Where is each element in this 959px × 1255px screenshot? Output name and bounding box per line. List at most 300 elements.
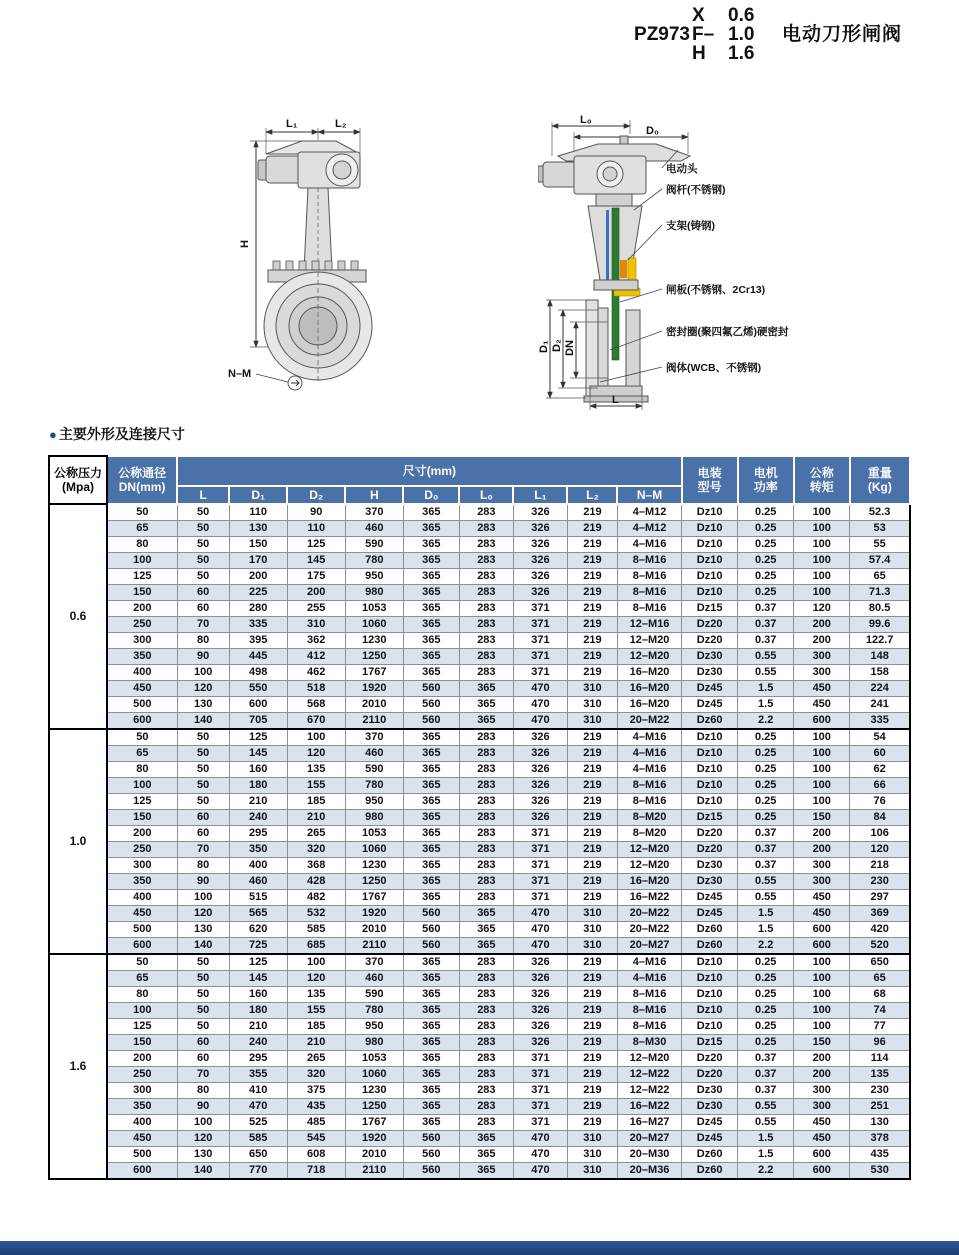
spec-cell: 600 <box>229 697 287 713</box>
spec-cell: 20–M27 <box>617 938 681 955</box>
spec-cell: Dz30 <box>682 665 738 681</box>
spec-cell: 12–M16 <box>617 617 681 633</box>
spec-cell: 600 <box>794 1163 850 1180</box>
spec-cell: 365 <box>403 794 459 810</box>
spec-cell: 0.37 <box>738 633 794 649</box>
spec-cell: 283 <box>459 504 513 521</box>
spec-cell: 100 <box>794 778 850 794</box>
col-header-dn <box>107 456 177 504</box>
spec-cell: 365 <box>403 890 459 906</box>
spec-cell: 780 <box>345 1003 403 1019</box>
dim-dn-label: DN <box>564 340 576 356</box>
spec-cell: 326 <box>513 504 567 521</box>
spec-cell: 8–M20 <box>617 826 681 842</box>
spec-cell: 368 <box>287 858 345 874</box>
spec-cell: 110 <box>229 504 287 521</box>
spec-cell: 125 <box>229 729 287 746</box>
col-header-torque-line2: 转矩 <box>809 480 834 494</box>
spec-cell: 60 <box>177 810 229 826</box>
spec-cell: 560 <box>403 1131 459 1147</box>
col-header-dn-line1: 公称通径 <box>118 466 167 480</box>
spec-cell: 219 <box>567 521 617 537</box>
spec-cell: 435 <box>287 1099 345 1115</box>
spec-cell: 326 <box>513 987 567 1003</box>
spec-cell: 371 <box>513 874 567 890</box>
table-row <box>49 569 910 585</box>
spec-cell: 219 <box>567 1115 617 1131</box>
spec-cell: 365 <box>403 826 459 842</box>
spec-cell: 371 <box>513 617 567 633</box>
spec-cell: 1230 <box>345 1083 403 1099</box>
table-row <box>49 1099 910 1115</box>
spec-cell: 283 <box>459 521 513 537</box>
spec-cell: 326 <box>513 762 567 778</box>
spec-cell: 8–M16 <box>617 601 681 617</box>
table-row <box>49 649 910 665</box>
spec-cell: 175 <box>287 569 345 585</box>
spec-cell: 0.25 <box>738 569 794 585</box>
spec-cell: 410 <box>229 1083 287 1099</box>
spec-cell: 300 <box>794 1099 850 1115</box>
spec-cell: 0.25 <box>738 504 794 521</box>
spec-cell: 585 <box>287 922 345 938</box>
spec-cell: Dz45 <box>682 681 738 697</box>
spec-cell: 365 <box>403 649 459 665</box>
spec-cell: 560 <box>403 1163 459 1180</box>
dim-col-header: L₀ <box>459 486 513 504</box>
spec-cell: 145 <box>229 971 287 987</box>
col-header-torque-line1: 公称 <box>809 466 834 480</box>
spec-cell: 515 <box>229 890 287 906</box>
col-header-motor-power <box>738 456 794 504</box>
spec-cell: 365 <box>403 842 459 858</box>
spec-cell: 460 <box>345 521 403 537</box>
spec-cell: 0.37 <box>738 617 794 633</box>
spec-cell: 470 <box>513 697 567 713</box>
spec-cell: 283 <box>459 569 513 585</box>
spec-cell: 0.25 <box>738 1035 794 1051</box>
dn-cell: 150 <box>107 810 177 826</box>
spec-cell: 0.25 <box>738 1003 794 1019</box>
table-row <box>49 729 910 746</box>
spec-cell: 70 <box>177 1067 229 1083</box>
spec-cell: 16–M20 <box>617 665 681 681</box>
spec-cell: 140 <box>177 938 229 955</box>
spec-cell: 365 <box>403 1115 459 1131</box>
spec-cell: 371 <box>513 1051 567 1067</box>
spec-cell: 1060 <box>345 842 403 858</box>
variant-code: X <box>692 5 705 26</box>
spec-cell: 241 <box>850 697 910 713</box>
spec-cell: 100 <box>794 504 850 521</box>
spec-cell: 1.5 <box>738 922 794 938</box>
spec-cell: 100 <box>794 987 850 1003</box>
dn-cell: 100 <box>107 778 177 794</box>
spec-cell: 219 <box>567 665 617 681</box>
spec-cell: Dz10 <box>682 569 738 585</box>
spec-cell: Dz45 <box>682 697 738 713</box>
spec-cell: 365 <box>403 762 459 778</box>
spec-cell: 0.55 <box>738 1115 794 1131</box>
spec-cell: 450 <box>794 697 850 713</box>
spec-cell: 219 <box>567 874 617 890</box>
spec-cell: 80 <box>177 633 229 649</box>
spec-cell: Dz10 <box>682 778 738 794</box>
spec-cell: 100 <box>794 971 850 987</box>
spec-cell: 780 <box>345 553 403 569</box>
spec-cell: 219 <box>567 971 617 987</box>
dim-col-header: N–M <box>617 486 681 504</box>
table-row <box>49 890 910 906</box>
product-name: 电动刀形闸阀 <box>782 24 903 45</box>
spec-cell: 560 <box>403 697 459 713</box>
spec-cell: 280 <box>229 601 287 617</box>
spec-cell: 62 <box>850 762 910 778</box>
spec-cell: 470 <box>513 681 567 697</box>
dn-cell: 250 <box>107 617 177 633</box>
dim-d2-label: D₂ <box>551 339 563 352</box>
spec-cell: 326 <box>513 569 567 585</box>
spec-cell: 365 <box>403 504 459 521</box>
table-row <box>49 1163 910 1180</box>
spec-cell: 170 <box>229 553 287 569</box>
spec-cell: Dz20 <box>682 617 738 633</box>
spec-cell: 283 <box>459 826 513 842</box>
spec-cell: 219 <box>567 1035 617 1051</box>
spec-cell: 16–M22 <box>617 890 681 906</box>
table-row <box>49 521 910 537</box>
spec-cell: 365 <box>403 1099 459 1115</box>
spec-cell: Dz60 <box>682 713 738 730</box>
col-header-pressure-line1: 公称压力 <box>54 466 103 480</box>
col-header-dimensions: 尺寸(mm) <box>177 456 682 486</box>
spec-cell: 365 <box>403 746 459 762</box>
spec-cell: Dz15 <box>682 810 738 826</box>
variant-pressure: 1.6 <box>728 43 755 64</box>
table-row <box>49 553 910 569</box>
spec-cell: Dz10 <box>682 746 738 762</box>
spec-cell: 219 <box>567 762 617 778</box>
dn-cell: 80 <box>107 537 177 553</box>
spec-cell: 219 <box>567 1067 617 1083</box>
spec-cell: 122.7 <box>850 633 910 649</box>
spec-cell: 365 <box>403 874 459 890</box>
spec-cell: 125 <box>287 537 345 553</box>
spec-cell: 100 <box>287 729 345 746</box>
spec-cell: 685 <box>287 938 345 955</box>
spec-cell: 54 <box>850 729 910 746</box>
spec-cell: 120 <box>287 746 345 762</box>
spec-cell: 1920 <box>345 1131 403 1147</box>
spec-cell: 50 <box>177 1019 229 1035</box>
variant-code: F– <box>692 24 715 45</box>
spec-cell: 545 <box>287 1131 345 1147</box>
spec-cell: 0.25 <box>738 585 794 601</box>
spec-cell: Dz30 <box>682 1083 738 1099</box>
spec-cell: 1767 <box>345 665 403 681</box>
spec-cell: 60 <box>177 826 229 842</box>
spec-cell: 2010 <box>345 697 403 713</box>
spec-cell: 55 <box>850 537 910 553</box>
spec-cell: 365 <box>403 617 459 633</box>
spec-cell: 371 <box>513 649 567 665</box>
spec-cell: 283 <box>459 842 513 858</box>
spec-cell: 100 <box>794 746 850 762</box>
variant-pressure: 1.0 <box>728 24 755 45</box>
spec-cell: 120 <box>177 681 229 697</box>
spec-cell: 12–M20 <box>617 633 681 649</box>
spec-cell: 470 <box>513 1147 567 1163</box>
dn-cell: 500 <box>107 697 177 713</box>
dn-cell: 250 <box>107 1067 177 1083</box>
spec-cell: 50 <box>177 553 229 569</box>
spec-cell: 60 <box>177 585 229 601</box>
spec-cell: 283 <box>459 617 513 633</box>
spec-cell: 219 <box>567 1099 617 1115</box>
table-row <box>49 858 910 874</box>
table-row <box>49 794 910 810</box>
section-heading <box>49 424 185 444</box>
spec-cell: Dz10 <box>682 585 738 601</box>
table-row <box>49 746 910 762</box>
spec-cell: 1767 <box>345 890 403 906</box>
spec-cell: 365 <box>403 569 459 585</box>
spec-cell: 310 <box>567 1131 617 1147</box>
spec-cell: 4–M16 <box>617 537 681 553</box>
col-header-model-line1: 电装 <box>697 466 722 480</box>
spec-cell: 365 <box>403 1035 459 1051</box>
spec-cell: 200 <box>794 617 850 633</box>
spec-cell: 670 <box>287 713 345 730</box>
spec-cell: 365 <box>403 954 459 971</box>
spec-cell: 365 <box>403 633 459 649</box>
table-row <box>49 601 910 617</box>
spec-cell: 20–M30 <box>617 1147 681 1163</box>
spec-cell: 283 <box>459 971 513 987</box>
spec-cell: 265 <box>287 826 345 842</box>
spec-cell: 0.25 <box>738 537 794 553</box>
spec-cell: 2.2 <box>738 1163 794 1180</box>
spec-cell: 8–M16 <box>617 778 681 794</box>
spec-cell: 219 <box>567 504 617 521</box>
table-row <box>49 633 910 649</box>
spec-cell: 525 <box>229 1115 287 1131</box>
spec-cell: 371 <box>513 1115 567 1131</box>
spec-cell: 130 <box>177 1147 229 1163</box>
dim-d0-label: D₀ <box>646 125 659 137</box>
spec-cell: 362 <box>287 633 345 649</box>
col-header-torque <box>794 456 850 504</box>
spec-cell: 50 <box>177 521 229 537</box>
spec-cell: 90 <box>177 1099 229 1115</box>
spec-cell: Dz20 <box>682 1051 738 1067</box>
section-view-drawing <box>538 110 957 417</box>
dn-cell: 200 <box>107 1051 177 1067</box>
variant-pressure: 0.6 <box>728 5 755 26</box>
spec-cell: 470 <box>513 922 567 938</box>
spec-cell: 52.3 <box>850 504 910 521</box>
spec-cell: 460 <box>345 746 403 762</box>
spec-cell: 950 <box>345 569 403 585</box>
spec-cell: 600 <box>794 713 850 730</box>
bullet-icon: ● <box>49 427 57 442</box>
spec-cell: 600 <box>794 938 850 955</box>
spec-cell: 371 <box>513 633 567 649</box>
spec-cell: 320 <box>287 842 345 858</box>
spec-cell: 450 <box>794 1131 850 1147</box>
spec-cell: 0.37 <box>738 1083 794 1099</box>
spec-cell: 470 <box>513 906 567 922</box>
spec-cell: Dz10 <box>682 971 738 987</box>
spec-cell: 1060 <box>345 1067 403 1083</box>
spec-cell: 90 <box>287 504 345 521</box>
spec-cell: 4–M16 <box>617 971 681 987</box>
table-row <box>49 1019 910 1035</box>
spec-cell: 310 <box>567 1147 617 1163</box>
spec-cell: 326 <box>513 521 567 537</box>
spec-cell: 140 <box>177 713 229 730</box>
spec-cell: 470 <box>513 1163 567 1180</box>
spec-cell: 20–M22 <box>617 906 681 922</box>
spec-cell: 450 <box>794 906 850 922</box>
spec-cell: 210 <box>287 1035 345 1051</box>
spec-cell: 1.5 <box>738 1131 794 1147</box>
spec-cell: Dz60 <box>682 938 738 955</box>
spec-cell: Dz45 <box>682 1115 738 1131</box>
dim-l0-label: L₀ <box>580 114 592 126</box>
spec-cell: 1053 <box>345 826 403 842</box>
spec-cell: 210 <box>287 810 345 826</box>
spec-cell: 326 <box>513 810 567 826</box>
spec-cell: 283 <box>459 794 513 810</box>
spec-cell: 114 <box>850 1051 910 1067</box>
spec-cell: 135 <box>287 762 345 778</box>
spec-cell: 200 <box>794 633 850 649</box>
spec-cell: 371 <box>513 826 567 842</box>
table-row <box>49 1051 910 1067</box>
spec-cell: 200 <box>794 826 850 842</box>
spec-cell: 1250 <box>345 874 403 890</box>
table-row <box>49 697 910 713</box>
spec-cell: 200 <box>287 585 345 601</box>
spec-cell: 50 <box>177 954 229 971</box>
spec-cell: 16–M20 <box>617 697 681 713</box>
spec-cell: 219 <box>567 729 617 746</box>
spec-cell: 90 <box>177 649 229 665</box>
spec-cell: Dz30 <box>682 874 738 890</box>
spec-cell: 219 <box>567 778 617 794</box>
spec-cell: 0.55 <box>738 1099 794 1115</box>
table-row <box>49 1067 910 1083</box>
spec-cell: 219 <box>567 746 617 762</box>
spec-cell: 100 <box>794 1003 850 1019</box>
dn-cell: 80 <box>107 762 177 778</box>
table-row <box>49 954 910 971</box>
spec-cell: 68 <box>850 987 910 1003</box>
spec-cell: 0.25 <box>738 762 794 778</box>
spec-cell: 0.55 <box>738 649 794 665</box>
callout-actuator: 电动头 <box>666 163 698 175</box>
spec-cell: 326 <box>513 794 567 810</box>
col-header-dn-line2: DN(mm) <box>118 480 166 494</box>
spec-cell: 2010 <box>345 922 403 938</box>
dn-cell: 300 <box>107 1083 177 1099</box>
spec-cell: 718 <box>287 1163 345 1180</box>
table-row <box>49 665 910 681</box>
spec-cell: 520 <box>850 938 910 955</box>
spec-cell: 251 <box>850 1099 910 1115</box>
spec-cell: 1920 <box>345 906 403 922</box>
spec-cell: 0.37 <box>738 1051 794 1067</box>
spec-cell: 365 <box>403 1003 459 1019</box>
spec-cell: 57.4 <box>850 553 910 569</box>
spec-cell: 365 <box>459 681 513 697</box>
table-row <box>49 874 910 890</box>
spec-cell: 283 <box>459 665 513 681</box>
spec-cell: 148 <box>850 649 910 665</box>
spec-cell: 99.6 <box>850 617 910 633</box>
spec-cell: 371 <box>513 858 567 874</box>
spec-cell: 608 <box>287 1147 345 1163</box>
spec-cell: 375 <box>287 1083 345 1099</box>
spec-cell: 2110 <box>345 1163 403 1180</box>
spec-cell: 12–M20 <box>617 649 681 665</box>
spec-cell: 60 <box>850 746 910 762</box>
dn-cell: 50 <box>107 729 177 746</box>
spec-cell: 125 <box>229 954 287 971</box>
spec-cell: 412 <box>287 649 345 665</box>
spec-cell: 283 <box>459 1115 513 1131</box>
spec-cell: 310 <box>567 681 617 697</box>
table-row <box>49 906 910 922</box>
spec-cell: 326 <box>513 971 567 987</box>
spec-cell: Dz30 <box>682 858 738 874</box>
spec-cell: 185 <box>287 794 345 810</box>
spec-cell: 365 <box>459 922 513 938</box>
dim-col-header: L₁ <box>513 486 567 504</box>
spec-cell: 283 <box>459 1035 513 1051</box>
spec-cell: 180 <box>229 1003 287 1019</box>
spec-cell: 8–M16 <box>617 1019 681 1035</box>
spec-cell: 350 <box>229 842 287 858</box>
table-row <box>49 762 910 778</box>
spec-cell: 378 <box>850 1131 910 1147</box>
spec-cell: 130 <box>229 521 287 537</box>
spec-cell: 283 <box>459 601 513 617</box>
spec-cell: 365 <box>403 665 459 681</box>
spec-cell: 66 <box>850 778 910 794</box>
spec-cell: 100 <box>794 954 850 971</box>
dn-cell: 600 <box>107 1163 177 1180</box>
spec-cell: 200 <box>794 1067 850 1083</box>
spec-cell: 600 <box>794 1147 850 1163</box>
spec-cell: 100 <box>794 569 850 585</box>
spec-cell: 371 <box>513 890 567 906</box>
spec-cell: 219 <box>567 633 617 649</box>
spec-cell: 219 <box>567 601 617 617</box>
table-row <box>49 617 910 633</box>
spec-cell: 498 <box>229 665 287 681</box>
spec-cell: 77 <box>850 1019 910 1035</box>
spec-cell: 532 <box>287 906 345 922</box>
callout-stem: 阀杆(不锈钢) <box>666 184 726 196</box>
spec-cell: 50 <box>177 537 229 553</box>
dim-col-header: D₁ <box>229 486 287 504</box>
spec-cell: Dz15 <box>682 1035 738 1051</box>
dn-cell: 125 <box>107 794 177 810</box>
spec-cell: 1230 <box>345 858 403 874</box>
variant-code: H <box>692 43 706 64</box>
